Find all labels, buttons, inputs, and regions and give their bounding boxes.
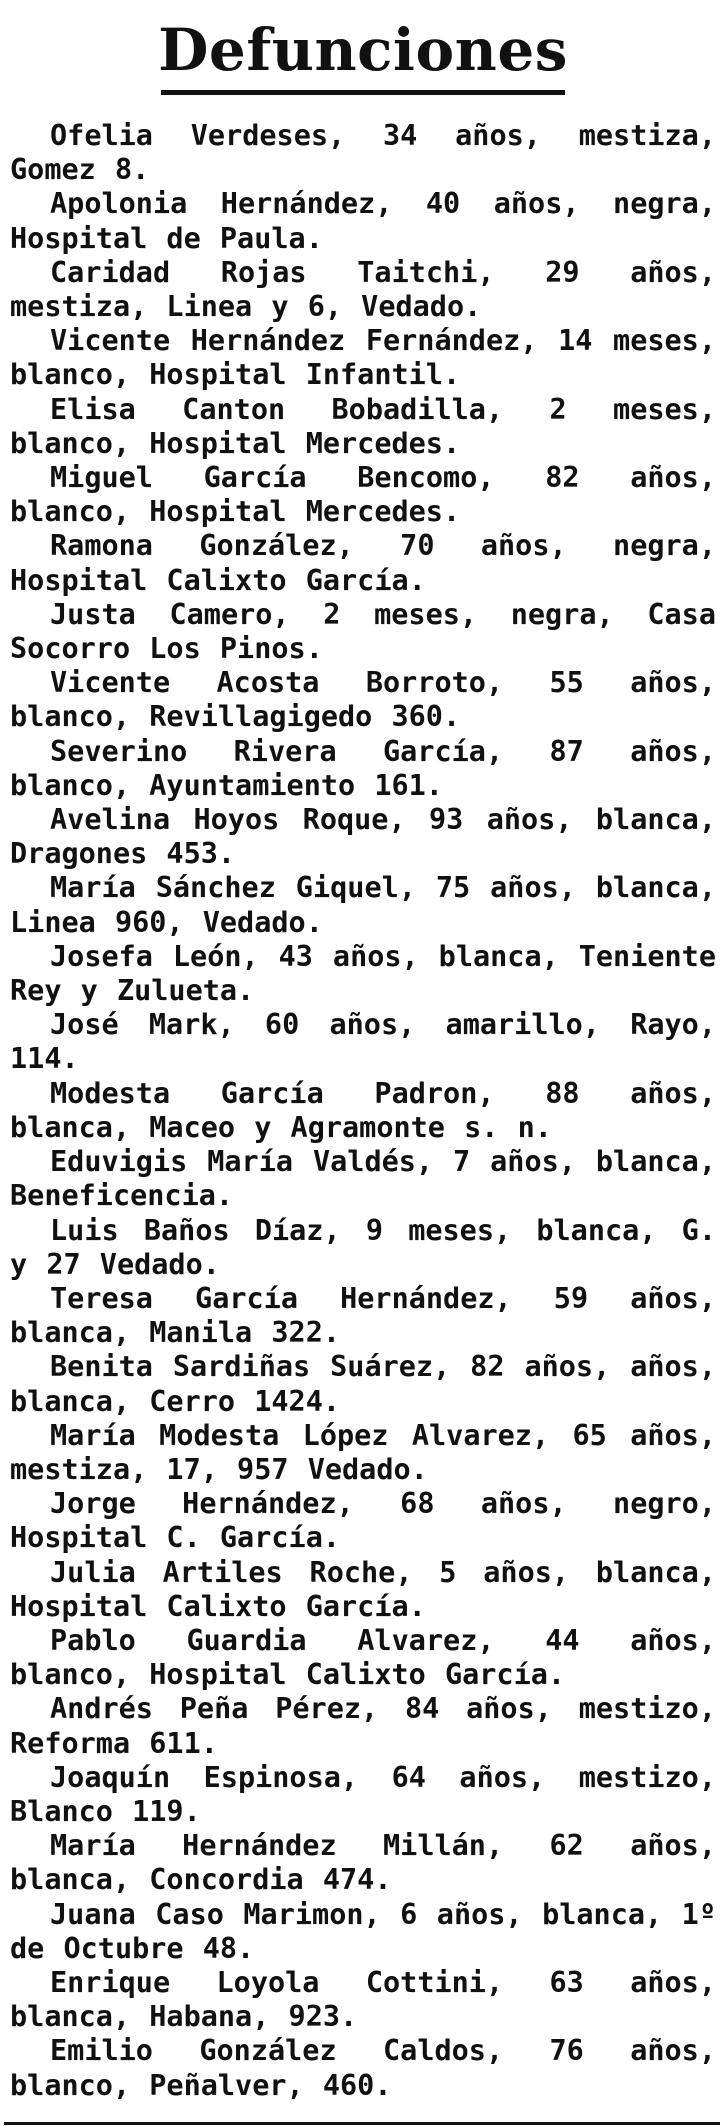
death-notice-entry: Enrique Loyola Cottini, 63 años, blanca, Habana, 923. bbox=[10, 1965, 716, 2034]
death-notice-entry: Avelina Hoyos Roque, 93 años, blanca, Dragones 453. bbox=[10, 803, 716, 871]
death-notice-entry: Severino Rivera García, 87 años, blanco, Ayuntamiento 161. bbox=[10, 734, 716, 802]
death-notice-entry: Andrés Peña Pérez, 84 años, mestizo, Reforma 611. bbox=[10, 1692, 716, 1760]
death-notice-entry: Vicente Acosta Borroto, 55 años, blanco, Revillagigedo 360. bbox=[10, 666, 716, 734]
death-notice-entry: María Hernández Millán, 62 años, blanca, Concordia 474. bbox=[10, 1829, 716, 1897]
death-notice-entry: José Mark, 60 años, amarillo, Rayo, 114. bbox=[10, 1008, 716, 1076]
death-notices-list bbox=[10, 119, 716, 2103]
death-notice-entry: Luis Baños Díaz, 9 meses, blanca, G. y 27 Vedado. bbox=[10, 1213, 716, 1281]
death-notice-entry: Pablo Guardia Alvarez, 44 años, blanco, Hospital Calixto García. bbox=[10, 1623, 716, 1692]
death-notice-entry: María Sánchez Giquel, 75 años, blanca, Linea 960, Vedado. bbox=[10, 871, 716, 939]
death-notice-entry: Joaquín Espinosa, 64 años, mestizo, Blanco 119. bbox=[10, 1760, 716, 1828]
death-notice-entry: Teresa García Hernández, 59 años, blanca, Manila 322. bbox=[10, 1281, 716, 1350]
title-underline bbox=[161, 90, 565, 95]
death-notice-entry: Miguel García Bencomo, 82 años, blanco, Hospital Mercedes. bbox=[10, 461, 716, 529]
death-notice-entry: Justa Camero, 2 meses, negra, Casa Socorro Los Pinos. bbox=[10, 597, 716, 666]
section-title: Defunciones bbox=[158, 16, 568, 84]
death-notice-entry: Emilio González Caldos, 76 años, blanco, Peñalver, 460. bbox=[10, 2034, 716, 2102]
death-notice-entry: Caridad Rojas Taitchi, 29 años, mestiza, Linea y 6, Vedado. bbox=[10, 255, 716, 324]
death-notice-entry: Modesta García Padron, 88 años, blanca, Maceo y Agramonte s. n. bbox=[10, 1076, 716, 1144]
death-notice-entry: Juana Caso Marimon, 6 años, blanca, 1º de Octubre 48. bbox=[10, 1897, 716, 1965]
death-notice-entry: Benita Sardiñas Suárez, 82 años, años, blanca, Cerro 1424. bbox=[10, 1350, 716, 1418]
death-notice-entry: Ofelia Verdeses, 34 años, mestiza, Gomez 8. bbox=[10, 119, 716, 187]
death-notice-entry: Jorge Hernández, 68 años, negro, Hospital C. García. bbox=[10, 1487, 716, 1555]
bottom-rule bbox=[4, 2122, 720, 2125]
death-notice-entry: María Modesta López Alvarez, 65 años, mestiza, 17, 957 Vedado. bbox=[10, 1418, 716, 1486]
death-notice-entry: Eduvigis María Valdés, 7 años, blanca, Beneficencia. bbox=[10, 1145, 716, 1213]
death-notice-entry: Julia Artiles Roche, 5 años, blanca, Hospital Calixto García. bbox=[10, 1555, 716, 1623]
death-notice-entry: Apolonia Hernández, 40 años, negra, Hospital de Paula. bbox=[10, 187, 716, 255]
death-notice-entry: Vicente Hernández Fernández, 14 meses, blanco, Hospital Infantil. bbox=[10, 324, 716, 392]
death-notice-entry: Elisa Canton Bobadilla, 2 meses, blanco, Hospital Mercedes. bbox=[10, 392, 716, 460]
death-notice-entry: Josefa León, 43 años, blanca, Teniente Rey y Zulueta. bbox=[10, 939, 716, 1008]
death-notice-entry: Ramona González, 70 años, negra, Hospital Calixto García. bbox=[10, 529, 716, 597]
